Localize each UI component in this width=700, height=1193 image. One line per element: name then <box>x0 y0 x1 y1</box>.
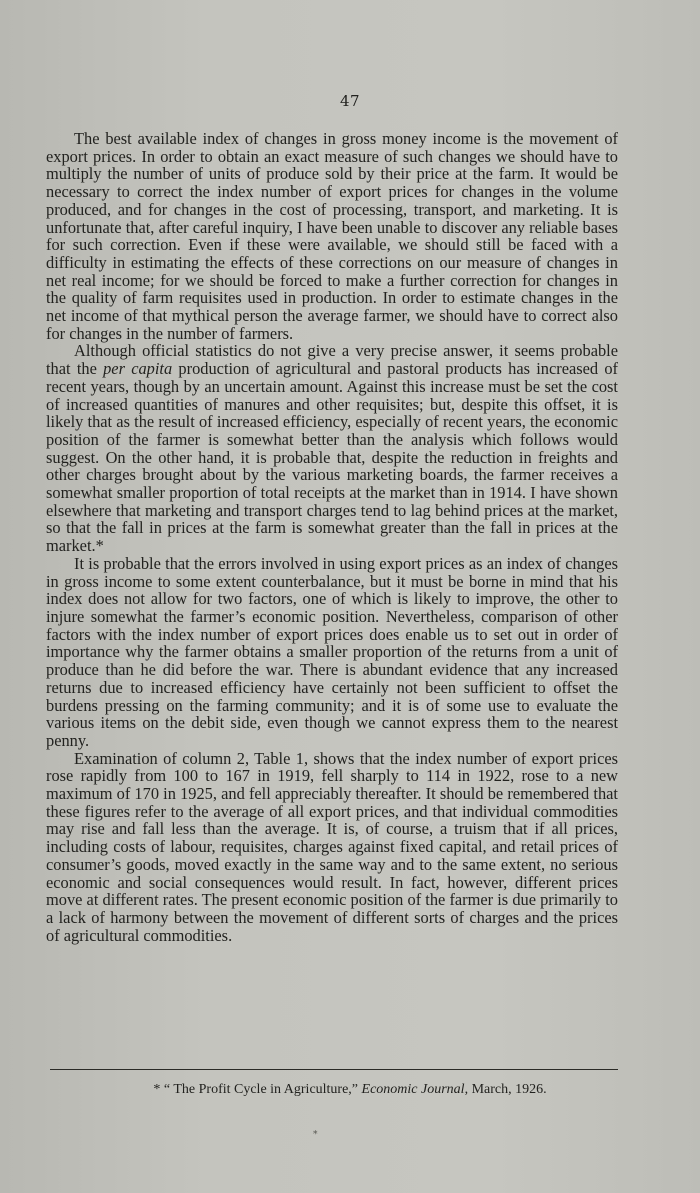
paragraph-segment: production of agricultural and pastoral products has increased of recent years, though by an uncertain amount. Against this increase must be set the cost of increased quantities of manures and other requisites; but, despite this offset, it is likely that as the result of increased efficiency, especially of recent years, the economic position of the farmer is somewhat better than the analysis which follows would suggest. On the other hand, it is probable that, despite the reduction in freights and other charges brought about by the various marketing boards, the farmer receives a somewhat smaller proportion of total receipts at the market than in 1914. I have shown elsewhere that marketing and transport charges tend to lag behind prices at the market, so that the fall in prices at the farm is somewhat greater than the fall in prices at the market.* <box>46 359 619 556</box>
paragraph-gross-income-index: The best available index of changes in gross money income is the movement of export prices. In order to obtain an exact measure of such changes we should have to multiply the number of units of produce sold by their price at the farm. It would be necessary to correct the index number of export prices for changes in the volume produced, and for changes in the cost of processing, transport, and marketing. It is unfortunate that, after careful inquiry, I have been unable to discover any reliable bases for such correction. Even if these were available, we should still be faced with a difficulty in estimating the effects of these corrections on our measure of changes in net real income; for we should be forced to make a further correction for changes in the quality of farm requisites used in production. In order to estimate changes in the net income of that mythical person the average farmer, we should have to correct also for changes in the number of farmers. <box>46 129 618 343</box>
footnote-journal-title: Economic Journal <box>361 1082 465 1097</box>
page-number: 47 <box>339 92 361 110</box>
footnote <box>0 1082 700 1098</box>
footnote-segment: , March, 1926. <box>464 1082 547 1097</box>
page-mark: * <box>313 1130 318 1140</box>
paragraph-examination-table: Examination of column 2, Table 1, shows that the index number of export prices rose rapidly from 100 to 167 in 1919, fell sharply to 114 in 1922, rose to a new maximum of 170 in 1925, and fell appreciably thereafter. It should be remembered that these figures refer to the average of all export prices, and that individual commodities may rise and fall less than the average. It is, of course, a truism that if all prices, including costs of labour, requisites, charges against fixed capital, and retail prices of consumer’s goods, moved exactly in the same way and to the same extent, no serious economic and social consequences would result. In fact, however, different prices move at different rates. The present economic position of the farmer is due primarily to a lack of harmony between the movement of different sorts of charges and the prices of agricultural commodities. <box>46 748 618 945</box>
paragraph-segment: Although official statistics do not give a very precise answer, it seems probable that the <box>46 341 618 379</box>
paragraph-per-capita-production <box>46 342 618 554</box>
paragraph-errors-export-prices: It is probable that the errors involved in using export prices as an index of changes in gross income to some extent counterbalance, but it must be borne in mind that his index does not allow for two factors, one of which is likely to improve, the other to injure somewhat the farmer’s economic position. Nevertheless, comparison of other factors with the index number of export prices does enable us to set out in order of importance why the farmer obtains a smaller proportion of the returns from a unit of produce than he did before the war. There is abundant evidence that any increased returns due to increased efficiency have certainly not been sufficient to offset the burdens pressing on the farming community; and it is of some use to evaluate the various items on the debit side, even though we cannot express them to the nearest penny. <box>46 553 618 750</box>
body-text <box>46 130 618 944</box>
footnote-divider <box>50 1069 618 1070</box>
italic-phrase: per capita <box>103 359 173 379</box>
footnote-segment: * “ The Profit Cycle in Agriculture,” <box>153 1082 362 1097</box>
